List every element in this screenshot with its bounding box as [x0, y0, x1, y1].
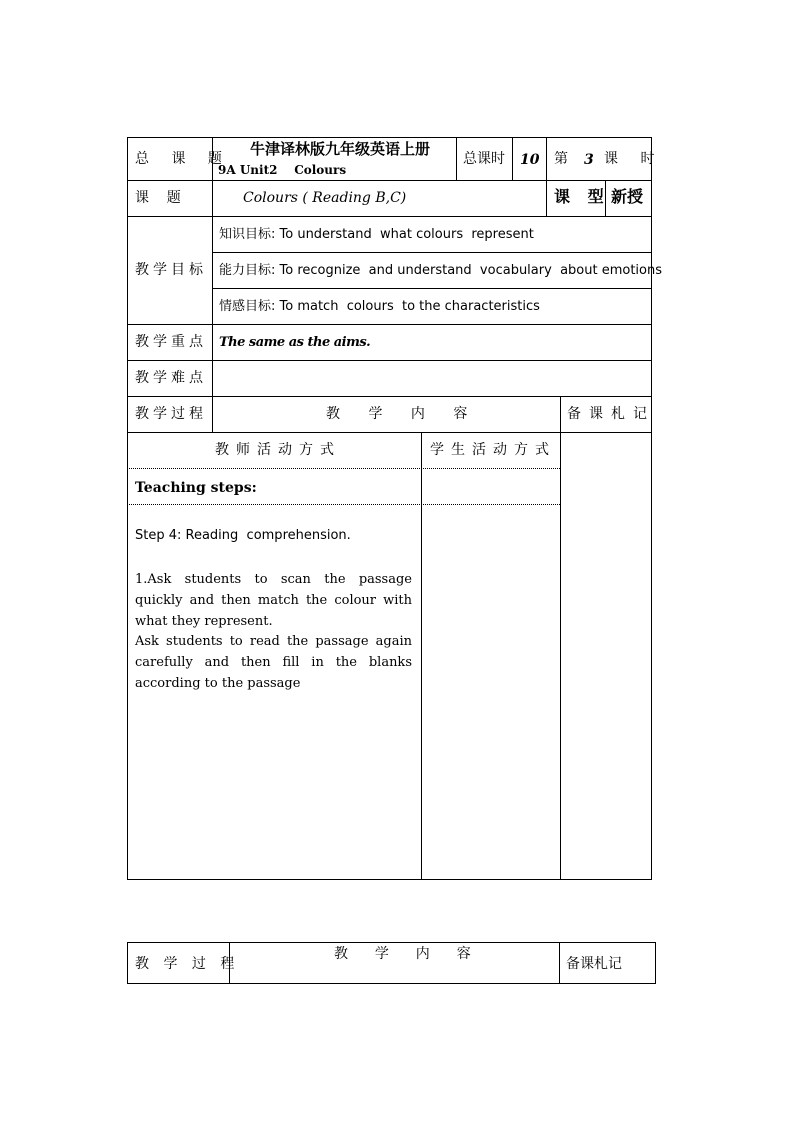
book-title: 牛津译林版九年级英语上册: [250, 140, 431, 158]
label-total-periods: 总课时: [463, 151, 505, 167]
notes-label: 备课札记: [567, 406, 655, 422]
label-difficulty: 教学难点: [135, 370, 207, 386]
label-keshi: 课 时: [604, 151, 664, 167]
teacher-activity-header: 教师活动方式: [215, 442, 341, 458]
period-number: 3: [584, 152, 594, 168]
student-activity-header: 学生活动方式: [430, 442, 556, 458]
steps-heading: Teaching steps:: [135, 480, 257, 496]
objective-ability: 能力目标: To recognize and understand vocabulary about emotions: [219, 263, 662, 278]
key-point-value: The same as the aims.: [219, 335, 371, 350]
total-periods: 10: [520, 152, 540, 168]
label-lesson-type: 课 型: [554, 187, 610, 206]
topic-title: [243, 189, 406, 207]
label-di: 第: [554, 151, 568, 167]
footer-label-process: 教 学 过 程: [135, 956, 240, 972]
footer-notes-label: 备课札记: [566, 956, 622, 972]
step-paragraph-1: 1.Ask students to scan the passage quickly and then match the colour with what they represent.: [135, 572, 412, 629]
unit-title: 9A Unit2 Colours: [218, 163, 347, 177]
label-zong-keti: 总 课 题: [135, 151, 231, 167]
step-paragraph-2: Ask students to read the passage again carefully and then fill in the blanks according to the passage: [135, 634, 412, 691]
label-process: 教学过程: [135, 406, 207, 422]
footer-content-label: 教 学 内 容: [334, 946, 477, 962]
content-label: 教 学 内 容: [326, 406, 480, 422]
step-4: Step 4: Reading comprehension.: [135, 528, 351, 543]
label-objectives: 教学目标: [135, 262, 207, 278]
objective-knowledge: 知识目标: To understand what colours represent: [219, 227, 534, 242]
topic-title-text: Colours ( Reading B,C): [243, 190, 407, 206]
lesson-type: 新授: [611, 187, 644, 206]
objective-emotion: 情感目标: To match colours to the characteristics: [219, 299, 540, 314]
label-topic: 课 题: [135, 190, 181, 206]
label-key-point: 教学重点: [135, 334, 207, 350]
